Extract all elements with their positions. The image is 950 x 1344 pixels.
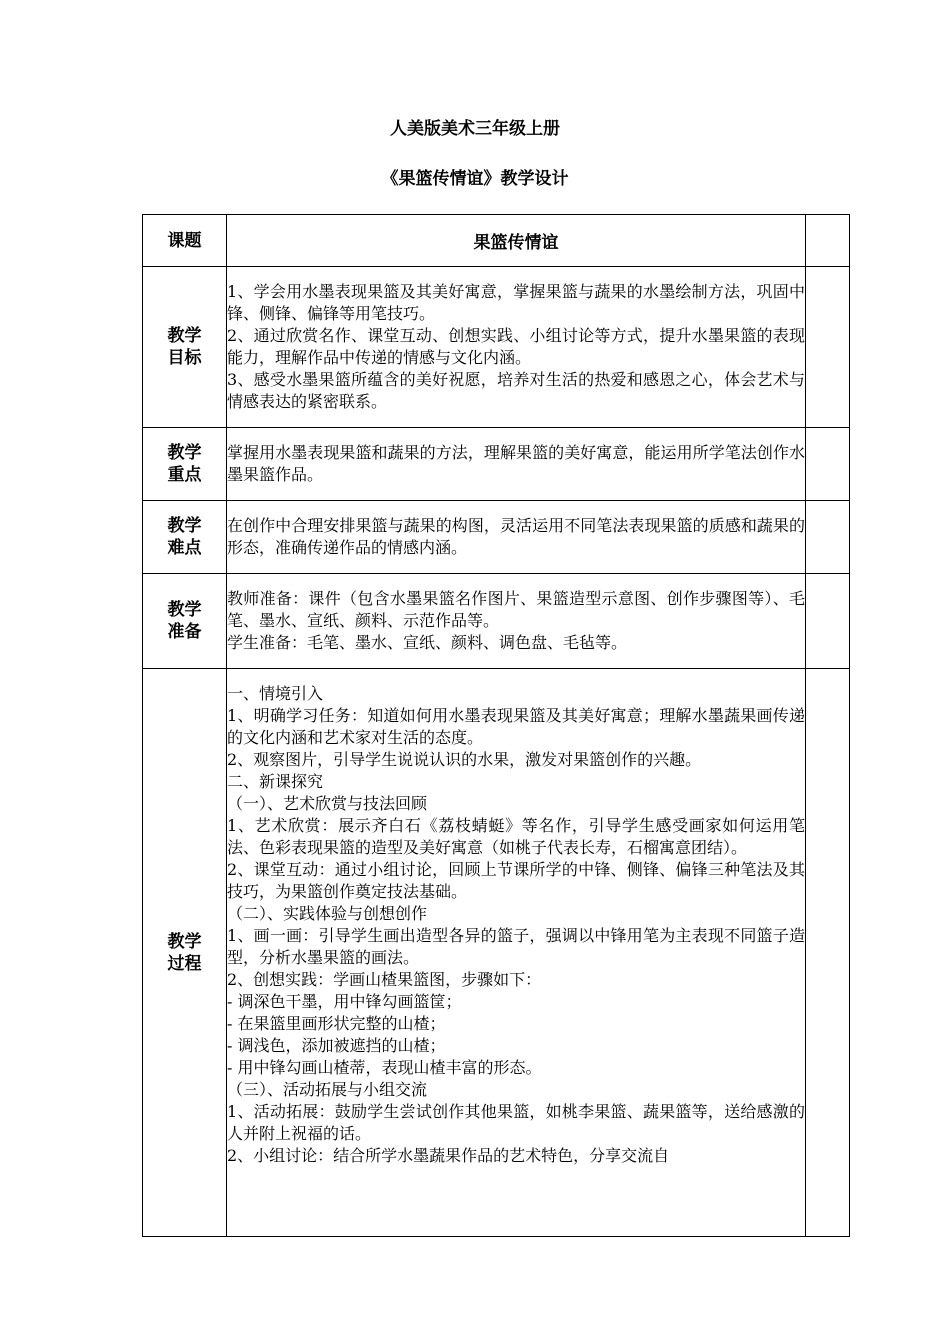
goal-item: 3、感受水墨果篮所蕴含的美好祝愿，培养对生活的热爱和感恩之心，体会艺术与情感表达的紧密联系。 (227, 370, 805, 411)
extra-cell (806, 267, 850, 428)
preparation-content (227, 574, 806, 669)
process-line: - 在果篮里画形状完整的山楂； (227, 1014, 446, 1033)
process-content (227, 669, 806, 1237)
key-points-content (227, 428, 806, 501)
row-goals (143, 267, 850, 428)
subject-label: 课题 (143, 215, 227, 267)
process-line: 1、艺术欣赏：展示齐白石《荔枝蜻蜓》等名作，引导学生感受画家如何运用笔法、色彩表现果篮的造型及美好寓意（如桃子代表长寿，石榴寓意团结）。 (227, 816, 805, 857)
process-line: 1、明确学习任务：知道如何用水墨表现果篮及其美好寓意；理解水墨蔬果画传递的文化内涵和艺术家对生活的态度。 (227, 706, 805, 747)
goal-item: 1、学会用水墨表现果篮及其美好寓意，掌握果篮与蔬果的水墨绘制方法，巩固中锋、侧锋、偏锋等用笔技巧。 (227, 282, 805, 323)
key-point-text: 掌握用水墨表现果篮和蔬果的方法，理解果篮的美好寓意，能运用所学笔法创作水墨果篮作品。 (227, 443, 805, 484)
goals-label-top: 教学 (167, 326, 202, 346)
key-points-label-bottom: 重点 (167, 465, 202, 485)
difficulties-label-top: 教学 (167, 516, 202, 536)
process-line: 2、课堂互动：通过小组讨论，回顾上节课所学的中锋、侧锋、偏锋三种笔法及其技巧，为果篮创作奠定技法基础。 (227, 860, 805, 901)
preparation-label-bottom: 准备 (167, 622, 202, 642)
extra-cell (806, 574, 850, 669)
row-process (143, 669, 850, 1237)
key-points-label-top: 教学 (167, 443, 202, 463)
row-key-points (143, 428, 850, 501)
process-line: 2、创想实践：学画山楂果篮图，步骤如下： (227, 970, 542, 989)
extra-cell (806, 215, 850, 267)
process-line: - 调深色干墨，用中锋勾画篮筐； (227, 992, 462, 1011)
goal-item: 2、通过欣赏名作、课堂互动、创想实践、小组讨论等方式，提升水墨果篮的表现能力，理解作品中传递的情感与文化内涵。 (227, 326, 805, 367)
process-label-bottom: 过程 (167, 953, 202, 974)
goals-content (227, 267, 806, 428)
row-preparation (143, 574, 850, 669)
row-subject (143, 215, 850, 267)
process-line: 1、活动拓展：鼓励学生尝试创作其他果篮，如桃李果篮、蔬果篮等，送给感激的人并附上祝福的话。 (227, 1102, 805, 1143)
process-line: （一）、艺术欣赏与技法回顾 (227, 794, 428, 813)
extra-cell (806, 428, 850, 501)
process-line: - 调浅色，添加被遮挡的山楂； (227, 1036, 446, 1055)
lesson-plan-table (142, 214, 850, 1237)
difficulty-text: 在创作中合理安排果篮与蔬果的构图，灵活运用不同笔法表现果篮的质感和蔬果的形态，准确传递作品的情感内涵。 (227, 516, 805, 557)
preparation-item: 教师准备：课件（包含水墨果篮名作图片、果篮造型示意图、创作步骤图等）、毛笔、墨水、宣纸、颜料、示范作品等。 (227, 589, 805, 630)
extra-cell (806, 669, 850, 1237)
preparation-label-top: 教学 (167, 600, 202, 620)
process-label-top: 教学 (167, 931, 202, 952)
difficulties-content (227, 501, 806, 574)
key-points-label (143, 428, 227, 501)
row-difficulties (143, 501, 850, 574)
process-line: （三）、活动拓展与小组交流 (227, 1080, 428, 1099)
process-line: 1、画一画：引导学生画出造型各异的篮子，强调以中锋用笔为主表现不同篮子造型，分析水墨果篮的画法。 (227, 926, 805, 967)
process-line: 2、小组讨论：结合所学水墨蔬果作品的艺术特色，分享交流自 (227, 1146, 670, 1165)
difficulties-label-bottom: 难点 (167, 538, 202, 558)
goals-label-bottom: 目标 (167, 348, 202, 368)
process-line: - 用中锋勾画山楂蒂，表现山楂丰富的形态。 (227, 1058, 542, 1077)
process-line: 二、新课探究 (227, 772, 324, 791)
process-label (143, 669, 227, 1237)
process-line: 2、观察图片，引导学生说说认识的水果，激发对果篮创作的兴趣。 (227, 750, 702, 769)
preparation-label (143, 574, 227, 669)
document-title: 人美版美术三年级上册 (390, 119, 560, 139)
process-line: 一、情境引入 (227, 684, 324, 703)
goals-label (143, 267, 227, 428)
preparation-item: 学生准备：毛笔、墨水、宣纸、颜料、调色盘、毛毡等。 (227, 633, 628, 652)
document-subtitle: 《果篮传情谊》教学设计 (381, 169, 569, 189)
extra-cell (806, 501, 850, 574)
subject-value: 果篮传情谊 (227, 215, 806, 267)
difficulties-label (143, 501, 227, 574)
process-line: （二）、实践体验与创想创作 (227, 904, 428, 923)
